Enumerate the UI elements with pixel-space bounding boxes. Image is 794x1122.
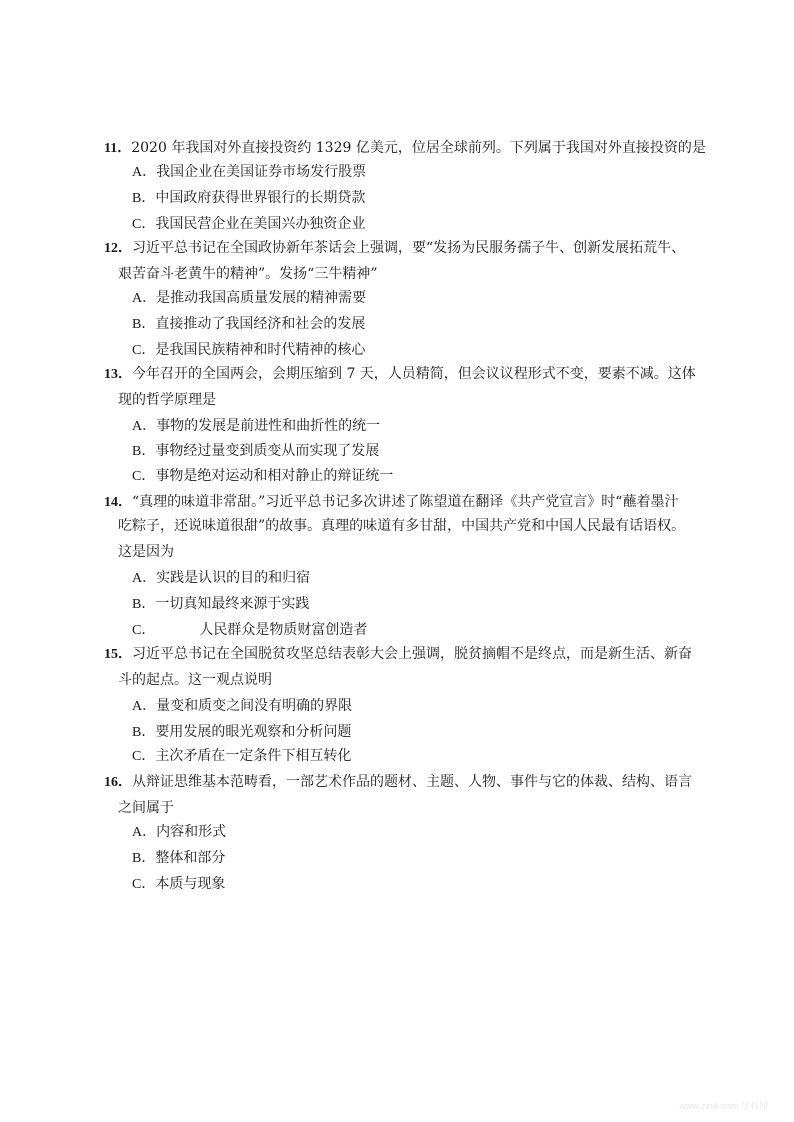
question-number: 15 xyxy=(104,647,118,662)
question-number: 16 xyxy=(104,775,118,790)
question-number: 14 xyxy=(104,495,118,510)
question-number: 11 xyxy=(104,141,118,156)
option-c: C．我国民营企业在美国兴办独资企业 xyxy=(132,216,366,232)
option-c: C．是我国民族精神和时代精神的核心 xyxy=(132,342,366,358)
option-c: C． 人民群众是物质财富创造者 xyxy=(132,622,368,638)
question-number: 12 xyxy=(104,241,118,256)
question-stem-continuation: 这是因为 xyxy=(118,544,174,560)
question-number: 13 xyxy=(104,367,118,382)
option-a: A．内容和形式 xyxy=(132,824,227,840)
question-stem: 12．习近平总书记在全国政协新年茶话会上强调，要“发扬为民服务孺子牛、创新发展拓荒牛、 xyxy=(104,240,686,256)
option-b: B．整体和部分 xyxy=(132,850,226,866)
question-stem-continuation: 现的哲学原理是 xyxy=(118,392,216,408)
option-c: C．事物是绝对运动和相对静止的辩证统一 xyxy=(132,468,394,484)
question-stem-continuation: 斗的起点。这一观点说明 xyxy=(118,672,272,688)
option-c: C．本质与现象 xyxy=(132,876,226,892)
option-a: A．量变和质变之间没有明确的界限 xyxy=(132,698,353,714)
option-b: B．要用发展的眼光观察和分析问题 xyxy=(132,724,352,740)
watermark: www.zxxk.com 学科网 xyxy=(679,1101,768,1111)
option-b: B．中国政府获得世界银行的长期贷款 xyxy=(132,190,366,206)
question-stem: 11．2020 年我国对外直接投资约 1329 亿美元，位居全球前列。下列属于我国对外直接投资的是 xyxy=(104,140,706,156)
question-stem-continuation: 吃粽子，还说味道很甜”的故事。真理的味道有多甘甜，中国共产党和中国人民最有话语权。 xyxy=(118,518,686,534)
option-a: A．事物的发展是前进性和曲折性的统一 xyxy=(132,418,381,434)
question-stem-continuation: 艰苦奋斗老黄牛的精神”。发扬“三牛精神” xyxy=(118,266,378,282)
option-b: B．一切真知最终来源于实践 xyxy=(132,596,310,612)
option-a: A．实践是认识的目的和归宿 xyxy=(132,570,311,586)
question-stem-continuation: 之间属于 xyxy=(118,800,174,816)
option-c: C．主次矛盾在一定条件下相互转化 xyxy=(132,748,352,764)
question-stem: 15．习近平总书记在全国脱贫攻坚总结表彰大会上强调，脱贫摘帽不是终点，而是新生活、新奋 xyxy=(104,646,692,662)
option-a: A．我国企业在美国证券市场发行股票 xyxy=(132,164,367,180)
option-b: B．事物经过量变到质变从而实现了发展 xyxy=(132,443,380,459)
question-stem: 13．今年召开的全国两会，会期压缩到 7 天，人员精简，但会议议程形式不变，要素不减。这体 xyxy=(104,366,696,382)
question-stem: 14．“真理的味道非常甜。”习近平总书记多次讲述了陈望道在翻译《共产党宣言》时“蘸着墨汁 xyxy=(104,494,679,510)
option-a: A．是推动我国高质量发展的精神需要 xyxy=(132,290,367,306)
option-b: B．直接推动了我国经济和社会的发展 xyxy=(132,316,366,332)
question-stem: 16．从辩证思维基本范畴看，一部艺术作品的题材、主题、人物、事件与它的体裁、结构、语言 xyxy=(104,774,692,790)
